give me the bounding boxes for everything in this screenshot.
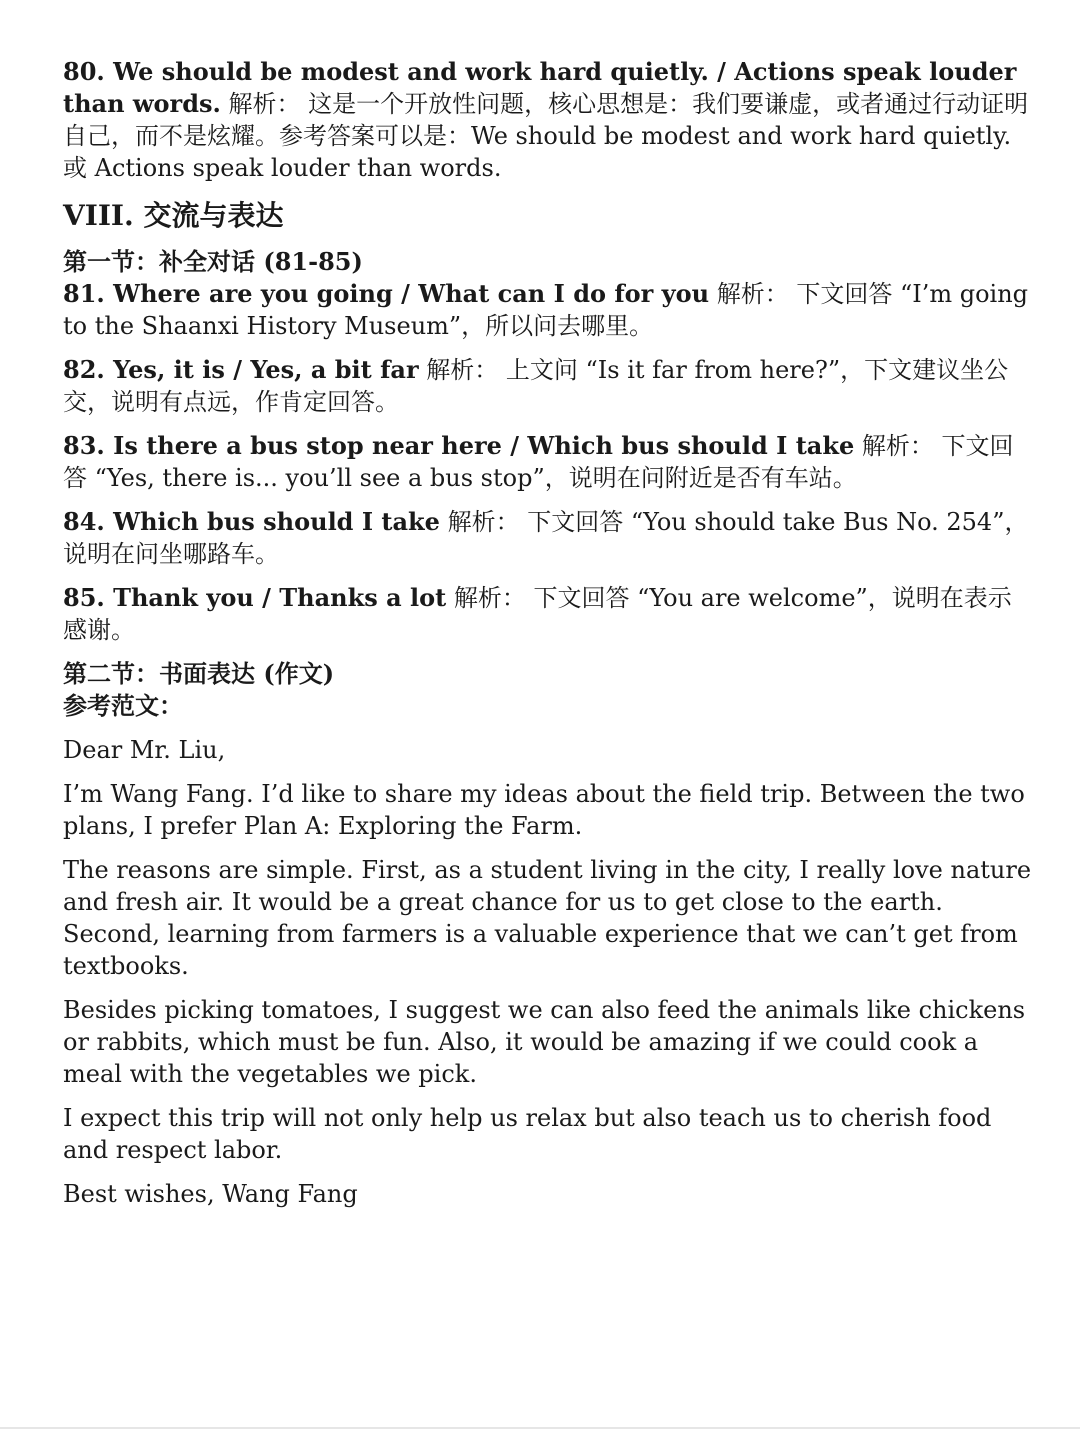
answer-85-text: 85. Thank you / Thanks a lot (63, 583, 447, 612)
part2-title: 第二节：书面表达 (作文) (63, 659, 335, 688)
essay-paragraph-3: Besides picking tomatoes, I suggest we can also feed the animals like chickens or rabbits, which must be fun. Also, it would be amazing if we could cook a meal with the vegetables we pick. (63, 996, 1026, 1088)
answer-85-analysis: 解析： 下文回答 “You are welcome”，说明在表示感谢。 (63, 584, 1012, 644)
answer-80-analysis: 解析： 这是一个开放性问题，核心思想是：我们要谦虚，或者通过行动证明自己，而不是炫耀。参考答案可以是：We should be modest and work hard quietly. 或 Actions speak louder than words. (63, 90, 1029, 182)
sample-essay-label: 参考范文： (63, 691, 183, 720)
answer-85 (63, 582, 1033, 646)
essay-greeting: Dear Mr. Liu, (63, 736, 226, 764)
essay-paragraph-4: I expect this trip will not only help us relax but also teach us to cherish food and respect labor. (63, 1104, 992, 1164)
answer-document (63, 56, 1033, 1222)
answer-81-analysis: 解析： 下文回答 “I’m going to the Shaanxi History Museum”，所以问去哪里。 (63, 280, 1029, 340)
answer-80 (63, 56, 1033, 184)
answer-83-analysis: 解析： 下文回答 “Yes, there is... you’ll see a bus stop”，说明在问附近是否有车站。 (63, 432, 1014, 492)
part1-title: 第一节：补全对话 (81-85) (63, 247, 363, 276)
answer-83 (63, 430, 1033, 494)
answer-82-text: 82. Yes, it is / Yes, a bit far (63, 355, 419, 384)
section-viii-title: VIII. 交流与表达 (63, 199, 284, 232)
essay-paragraph-2: The reasons are simple. First, as a student living in the city, I really love nature and fresh air. It would be a great chance for us to get close to the earth. Second, learning from farmers is a valuable experience that we can’t get from textbooks. (63, 856, 1032, 980)
essay-paragraph-1: I’m Wang Fang. I’d like to share my ideas about the field trip. Between the two plans, I prefer Plan A: Exploring the Farm. (63, 780, 1025, 840)
answer-84-analysis: 解析： 下文回答 “You should take Bus No. 254”，说明在问坐哪路车。 (63, 508, 1029, 568)
answer-80-text: 80. We should be modest and work hard quietly. / Actions speak louder than words. (63, 57, 1017, 118)
answer-83-text: 83. Is there a bus stop near here / Which bus should I take (63, 431, 855, 460)
essay-closing: Best wishes, Wang Fang (63, 1180, 358, 1208)
answer-82 (63, 354, 1033, 418)
answer-82-analysis: 解析： 上文问 “Is it far from here?”，下文建议坐公交，说明有点远，作肯定回答。 (63, 356, 1009, 416)
answer-81 (63, 278, 1033, 342)
answer-84-text: 84. Which bus should I take (63, 507, 440, 536)
answer-81-text: 81. Where are you going / What can I do for you (63, 279, 710, 308)
answer-84 (63, 506, 1033, 570)
